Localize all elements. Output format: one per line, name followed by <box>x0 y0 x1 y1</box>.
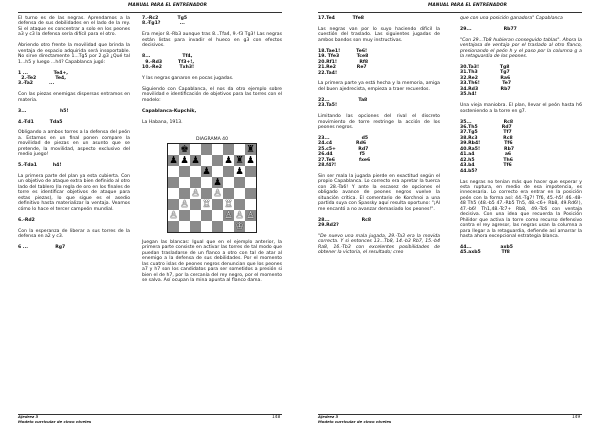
header-rule-left <box>18 12 282 13</box>
board-square <box>223 166 234 177</box>
move-line: 37.Tg5 Tf7 <box>460 130 512 136</box>
board-square <box>201 188 212 199</box>
paragraph: Era mejor 8.-Rb3 aunque tras 8...Tfa4, 9.-f3 Tg3! Las negras están listas para invadir el hueco en g3 con efectos decisivos. <box>142 32 282 49</box>
board-square <box>168 166 179 177</box>
board-square <box>190 166 201 177</box>
move-line: 24.c4 Rd6 <box>318 141 367 147</box>
move-list <box>318 98 440 109</box>
move-list <box>460 27 582 32</box>
move-list <box>318 218 440 229</box>
black-piece-icon: ♜ <box>246 144 255 155</box>
paragraph: Una vieja maniobra. El plan, llevar el peón hasta h6 sosteniendo a la torre en g7. <box>460 103 582 114</box>
page-header-left: MANUAL PARA EL ENTRENADOR <box>128 3 208 8</box>
board-square <box>179 221 190 232</box>
white-piece-icon: ♖ <box>224 199 233 210</box>
paragraph: Juegan las blancas: Igual que en el ejemplo anterior, la primera parte consiste en activar las torres de tal modo que puedan trasladarse de un flanco a otro con tal de atar al enemigo a la defensa de sus debilidades. Por el momento las cuatro islas de peones negros denuncian que los peones a7 y h7 son los candidatos para ser sometidos a presión si bien el de h7, por la cercanía del rey negro, por el momento se salva. Así ocupan la mina apunta al flanco dama. <box>142 240 282 284</box>
move-line: 6 ... Rg7 <box>18 244 66 250</box>
board-square <box>223 188 234 199</box>
page-number-right: 149 <box>572 415 581 420</box>
page-header-right: MANUAL PARA EL ENTRENADOR <box>428 3 508 8</box>
board-square <box>245 166 256 177</box>
black-piece-icon: ♟ <box>246 155 255 166</box>
black-piece-icon: ♟ <box>235 166 244 177</box>
chess-board <box>167 143 257 233</box>
black-piece-icon: ♟ <box>202 166 211 177</box>
board-square <box>212 199 223 210</box>
paragraph: Sin ser mala la jugada pierde en exactitud según el propio Capablanca. Lo correcto era apretar la tuerca con 28.-Ta6! Y ante la escasez de opciones el obligado avance de peones negros vuelve la situación crítica. El comentario de Korchnoi a una partida suya con Spassky aquí resulta oportuno: "¡Al me encantó a no avanzar demasiado los peones!". <box>318 174 440 212</box>
move-line: 3... h5! <box>18 108 69 114</box>
white-piece-icon: ♙ <box>191 188 200 199</box>
move-line: 8... Tf4, <box>142 54 193 60</box>
paragraph: La Habana, 1913. <box>142 119 183 125</box>
move-line: 10.-Re2 Txh3! <box>142 65 195 71</box>
move-line: 42.h5 Th6 <box>460 157 513 163</box>
white-piece-icon: ♙ <box>213 188 222 199</box>
board-square <box>234 199 245 210</box>
move-line: 19. Tfe3 Tce8 <box>318 54 369 60</box>
move-line: 36.Th5 Rd7 <box>460 124 512 130</box>
right-page <box>300 0 600 424</box>
board-square <box>245 221 256 232</box>
board-square <box>190 199 201 210</box>
white-piece-icon: ♙ <box>169 210 178 221</box>
chess-diagram-block <box>142 135 282 233</box>
board-square <box>201 210 212 221</box>
paragraph: Limitando las opciones del rival el discreto movimiento de torre restringe la acción de los peones negros. <box>318 114 440 130</box>
move-line: 31.Th3 Tg7 <box>460 70 510 76</box>
move-line: 4.-Td1 Tda5 <box>18 119 63 125</box>
white-piece-icon: ♖ <box>202 199 211 210</box>
move-list <box>18 218 130 223</box>
move-line: 30.Ta3! Tg8 <box>460 65 510 71</box>
move-line: 41.a4 a6 <box>460 152 512 158</box>
white-piece-icon: ♙ <box>224 210 233 221</box>
black-piece-icon: ♚ <box>180 144 189 155</box>
footer-left <box>18 415 91 425</box>
move-line: 29... Rb77 <box>460 26 517 32</box>
header-rule-right <box>318 12 582 13</box>
board-square <box>168 221 179 232</box>
move-list <box>318 136 440 169</box>
page-number-left: 148 <box>272 415 281 420</box>
white-piece-icon: ♙ <box>180 199 189 210</box>
move-line: 28.f4?! <box>318 163 337 169</box>
move-list <box>18 163 130 168</box>
move-list <box>142 54 282 70</box>
board-square <box>245 188 256 199</box>
move-line: 20.Rf1! Rf8 <box>318 59 369 65</box>
black-piece-icon: ♟ <box>191 155 200 166</box>
board-square <box>190 144 201 155</box>
left-column-1 <box>18 16 130 256</box>
move-line: 34.Rd3 Rb7 <box>460 86 511 92</box>
white-piece-icon: ♔ <box>235 221 244 232</box>
move-line: 25.c5+ Rd7 <box>318 146 369 152</box>
board-square <box>212 221 223 232</box>
move-list <box>318 16 440 21</box>
footer-right <box>318 415 391 425</box>
paragraph: Con las piezas enemigas dispersas entramos en materia. <box>18 92 130 103</box>
board-square <box>223 221 234 232</box>
board-square <box>190 221 201 232</box>
move-line: 22.Ta4! <box>318 70 338 76</box>
move-list <box>18 245 130 250</box>
paragraph: "De nuevo una mala jugada, 29.-Ta3 era la movida correcta. Y si entonces 13...Tb8, 14.-b3 Rb7, 15.-b4 Ra8, 16.-Tb3 con excelentes posibilidades de obtener la victoria, el resultado; creo <box>318 233 440 256</box>
paragraph: Las negras no tenían más que hacer que esperar y esta ruptura, en medio de esa impotencia, es innecesaria. Lo correcto era entrar en la posición peón con la forma así: 44.-Tg7! Tf6, 45.-h5! 46.-48-48 Th5 (48.-b5 47.-Rb5 Th5, 48.-c6+ Rb8, 49.Rd6!), 47.-b6! Th1,48.-Tc7+ Rb8, 49.-Tc6 con ventaja decisiva. Con una idea que recuerda la Posición Philidor que activa la torre como recurso defensivo contra el rey agresor, las negras usan la columna a para llegar a la retaguardia, defiende así amarrar la hasta ahora excepcional estrategia blanca. <box>460 179 582 240</box>
move-line: 8.-Tg1? ... <box>142 21 185 27</box>
paragraph: "Con 29...Tb8 hubieran conseguido tablas". Ahora la ventajosa de ventaja por el traslado al otro flanco, presionando el peón h y el paso por la columna g a la retaguardia de los peones. <box>460 37 582 60</box>
paragraph: La primera parte del plan ya esta cubierta. Con un objetivo de ataque extra bien definido al otro lado del tablero (la regla de oro en los finales de torre es identificar objetivos de ataque para estas piezas), lo que sigue es el asedio definitivo hasta materializar la ventaja. Veamos cómo lo hace el tercer campeón mundial. <box>18 174 130 212</box>
move-line: 2.-Te2 Te4, <box>18 75 66 81</box>
paragraph: Obligando a ambos torres a la defensa del peón a. Estamos en un final ponen compare la movilidad de piezas en un asunto que se pretende, la movilidad, aspecto exclusivo del medio juego! <box>18 130 130 158</box>
board-square <box>201 144 212 155</box>
board-square <box>234 177 245 188</box>
board-square <box>223 144 234 155</box>
move-line: 5.-Tda1 h4! <box>18 163 62 169</box>
move-list <box>18 109 130 114</box>
right-column-2 <box>460 16 582 261</box>
move-line: 27.Te6 fxe6 <box>318 157 371 163</box>
move-line: 6.-Rd2 <box>18 217 35 223</box>
black-piece-icon: ♟ <box>169 155 178 166</box>
move-line: 28... Rc8 <box>318 217 372 223</box>
diagram-title: DIAGRAMA 40 <box>195 137 229 142</box>
move-line: 45.axb5 Tf8 <box>460 250 510 256</box>
move-line: 23... d5 <box>318 135 369 141</box>
move-list <box>460 65 582 98</box>
move-list <box>142 16 282 27</box>
board-square <box>179 177 190 188</box>
move-line: 29.Rd2? <box>318 223 339 229</box>
board-square <box>212 155 223 166</box>
board-square <box>168 177 179 188</box>
paragraph: Con la esperanza de liberar a sus torres de la defensa en a2 y c3. <box>18 228 130 239</box>
footer-subtitle: Modelo curricular de cinco niveles <box>318 418 392 424</box>
paragraph: Las negras van por lo suyo haciendo difícil la cuestión del traslado. Las siguientes jugadas de ambos bandos son muy instructivas. <box>318 26 440 43</box>
board-square <box>168 144 179 155</box>
footer-book: Ajedrez 3 <box>18 414 39 419</box>
white-piece-icon: ♙ <box>235 210 244 221</box>
paragraph: Abriendo otro frente la movilidad que brinda la ventaja de espacio adquirida será insoportable. No sirve directamente 1...Tg5 por 2.g3 ¿Qué tal 1...h5 y luego ...h4? Capablanca jugó: <box>18 43 130 65</box>
board-square <box>234 144 245 155</box>
board-square <box>201 221 212 232</box>
black-piece-icon: ♟ <box>224 155 233 166</box>
move-line: 17.Te4 Tfe8 <box>318 16 365 21</box>
move-line: 23.Ta5! <box>318 103 338 109</box>
move-line: 38.Rc3 Rc8 <box>460 135 513 141</box>
move-line: 1 ... Te4+, <box>18 70 69 76</box>
move-line: 32.Re2 Ra6 <box>460 75 511 81</box>
white-piece-icon: ♙ <box>246 210 255 221</box>
board-square <box>212 144 223 155</box>
footer-subtitle: Modelo curricular de cinco niveles <box>18 418 92 424</box>
move-list <box>318 49 440 76</box>
board-square <box>179 166 190 177</box>
move-line: 43.b4 Tf6 <box>460 163 512 169</box>
right-column-1 <box>318 16 440 261</box>
move-line: 21.Re2 Re7 <box>318 65 367 71</box>
board-square <box>212 210 223 221</box>
move-list <box>460 120 582 175</box>
move-line: 22... Ta8 <box>318 97 368 103</box>
move-line: 33.Th6! Te7 <box>460 81 512 87</box>
board-square <box>179 210 190 221</box>
paragraph: que con una posición ganadora" Capablanca <box>460 16 563 21</box>
board-square <box>201 155 212 166</box>
left-page <box>0 0 300 424</box>
move-line: 44... axb5 <box>460 244 513 250</box>
move-line: 44.b5? <box>460 168 478 174</box>
move-list <box>18 71 130 87</box>
move-line: 40.Ra5! Rb7 <box>460 146 515 152</box>
move-line: 9.-Rd3 Tf3+!, <box>142 59 195 65</box>
move-list <box>18 120 130 125</box>
paragraph: El turno es de las negras. Aprendamos a la defensa de sus debilidades en el lado de la rey. Si el ataque es concentrar a solo en los peones a3 y c3 la defensa sería difícil para el otro. <box>18 16 130 38</box>
board-square <box>245 199 256 210</box>
board-square <box>212 166 223 177</box>
board-square <box>201 177 212 188</box>
move-line: 7.-Rc2 Tg5 <box>142 16 188 21</box>
black-piece-icon: ♟ <box>180 155 189 166</box>
move-line: 3.-Ta2 ... <box>18 81 55 87</box>
black-piece-icon: ♜ <box>235 155 244 166</box>
board-square <box>179 188 190 199</box>
board-square <box>168 199 179 210</box>
move-line: 39.Rb4! Tf6 <box>460 141 513 147</box>
paragraph: Capablanca-Kupchik, <box>142 108 197 114</box>
move-line: 18.Tae1! Te6! <box>318 48 368 54</box>
left-column-2-top <box>142 16 282 130</box>
board-square <box>168 188 179 199</box>
move-list <box>460 245 582 256</box>
footer-book: Ajedrez 3 <box>318 414 339 419</box>
board-square <box>245 177 256 188</box>
black-piece-icon: ♟ <box>213 177 222 188</box>
move-line: 35... Rc8 <box>460 119 514 125</box>
paragraph: Y las negras ganaron en pocas jugadas. <box>142 75 234 81</box>
move-line: 35.h4! <box>460 92 477 98</box>
board-square <box>190 210 201 221</box>
paragraph: La primera parte ya está hecha y la memoria, amiga del buen ajedrecista, empieza a traer recuerdos. <box>318 81 440 92</box>
left-column-2-bottom <box>142 240 282 289</box>
board-square <box>223 177 234 188</box>
board-square <box>190 177 201 188</box>
paragraph: Siguiendo con Capablanca, el nos da otro ejemplo sobre movilidad e identificación de objetivos para las torres con el modelo: <box>142 86 282 103</box>
board-square <box>234 188 245 199</box>
move-line: 26.d4 f5 <box>318 152 366 158</box>
